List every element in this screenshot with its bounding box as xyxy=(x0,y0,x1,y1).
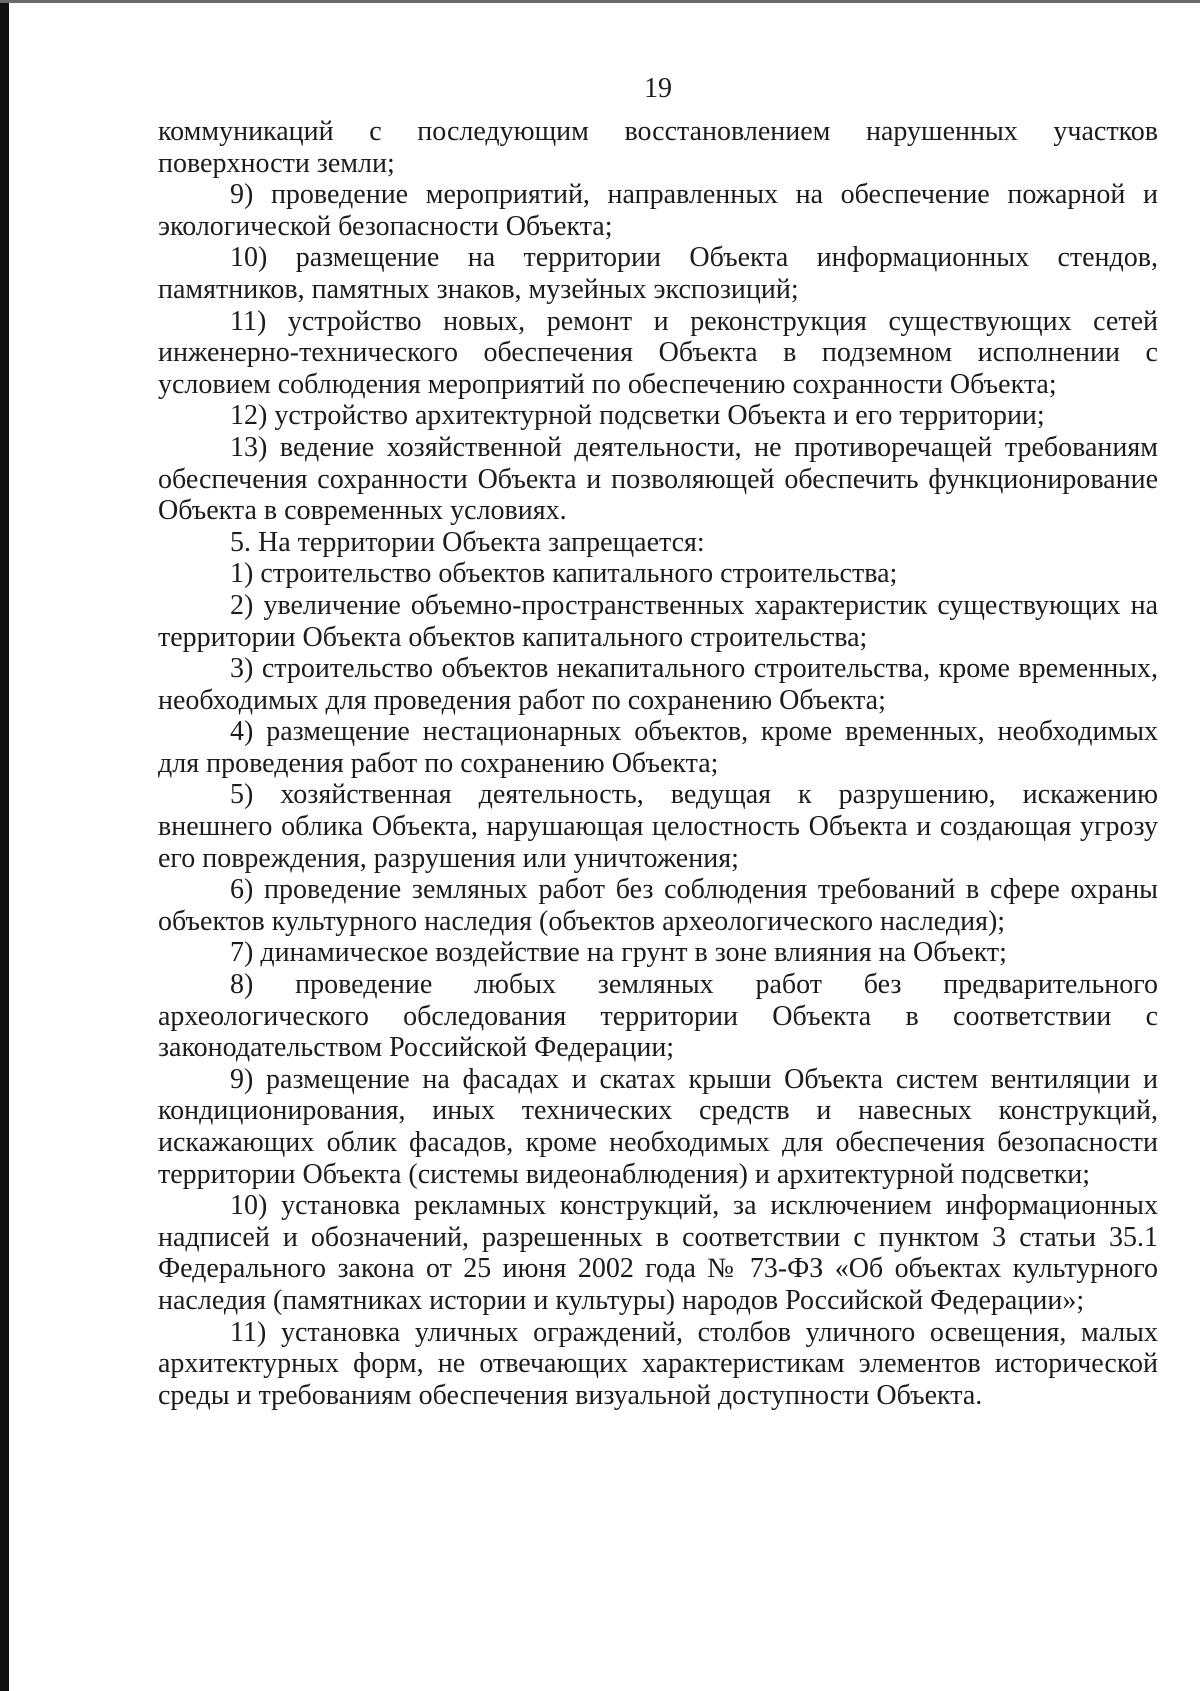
paragraph-item-10: 10) размещение на территории Объекта информационных стендов, памятников, памятных знаков, музейных экспозиций; xyxy=(158,242,1158,305)
paragraph-item-12: 12) устройство архитектурной подсветки Объекта и его территории; xyxy=(230,400,1045,432)
prohibition-item-8: 8) проведение любых земляных работ без предварительного археологического обследования территории Объекта в соответствии с законодательством Российской Федерации; xyxy=(158,969,1158,1064)
prohibition-item-3: 3) строительство объектов некапитального строительства, кроме временных, необходимых для проведения работ по сохранению Объекта; xyxy=(158,653,1158,716)
scan-top-line xyxy=(0,0,1200,3)
document-page xyxy=(158,70,1158,1411)
paragraph-item-11: 11) устройство новых, ремонт и реконструкция существующих сетей инженерно-технического обеспечения Объекта в подземном исполнении с условием соблюдения мероприятий по обеспечению сохранности Объекта; xyxy=(158,305,1158,400)
paragraph-item-13: 13) ведение хозяйственной деятельности, не противоречащей требованиям обеспечения сохранности Объекта и позволяющей обеспечить функционирование Объекта в современных условиях. xyxy=(158,431,1158,527)
scan-edge-bar xyxy=(0,0,9,1691)
section-5-heading: 5. На территории Объекта запрещается: xyxy=(230,526,705,558)
paragraph-item-9: 9) проведение мероприятий, направленных на обеспечение пожарной и экологической безопасности Объекта; xyxy=(158,179,1158,242)
prohibition-item-4: 4) размещение нестационарных объектов, кроме временных, необходимых для проведения работ по сохранению Объекта; xyxy=(158,716,1158,779)
prohibition-item-2: 2) увеличение объемно-пространственных характеристик существующих на территории Объекта объектов капитального строительства; xyxy=(158,589,1158,653)
prohibition-item-10: 10) установка рекламных конструкций, за исключением информационных надписей и обозначений, разрешенных в соответствии с пунктом 3 статьи 35.1 Федерального закона от 25 июня 2002 года № 73-ФЗ «Об объектах культурного наследия (памятниках истории и культуры) народов Российской Федерации»; xyxy=(158,1190,1158,1316)
prohibition-item-1: 1) строительство объектов капитального строительства; xyxy=(230,558,898,590)
prohibition-item-9: 9) размещение на фасадах и скатах крыши Объекта систем вентиляции и кондиционирования, иных технических средств и навесных конструкций, искажающих облик фасадов, кроме необходимых для обеспечения безопасности территории Объекта (системы видеонаблюдения) и архитектурной подсветки; xyxy=(158,1063,1158,1190)
prohibition-item-5: 5) хозяйственная деятельность, ведущая к разрушению, искажению внешнего облика Объекта, нарушающая целостность Объекта и создающая угрозу его повреждения, разрушения или уничтожения; xyxy=(158,779,1158,874)
page-number: 19 xyxy=(644,73,672,104)
prohibition-item-6: 6) проведение земляных работ без соблюдения требований в сфере охраны объектов культурного наследия (объектов археологического наследия); xyxy=(158,874,1158,937)
paragraph-continuation: коммуникаций с последующим восстановлением нарушенных участков поверхности земли; xyxy=(158,116,1158,179)
prohibition-item-11: 11) установка уличных ограждений, столбов уличного освещения, малых архитектурных форм, не отвечающих характеристикам элементов исторической среды и требованиям обеспечения визуальной доступности Объекта. xyxy=(158,1316,1158,1411)
prohibition-item-7: 7) динамическое воздействие на грунт в зоне влияния на Объект; xyxy=(230,937,1007,969)
